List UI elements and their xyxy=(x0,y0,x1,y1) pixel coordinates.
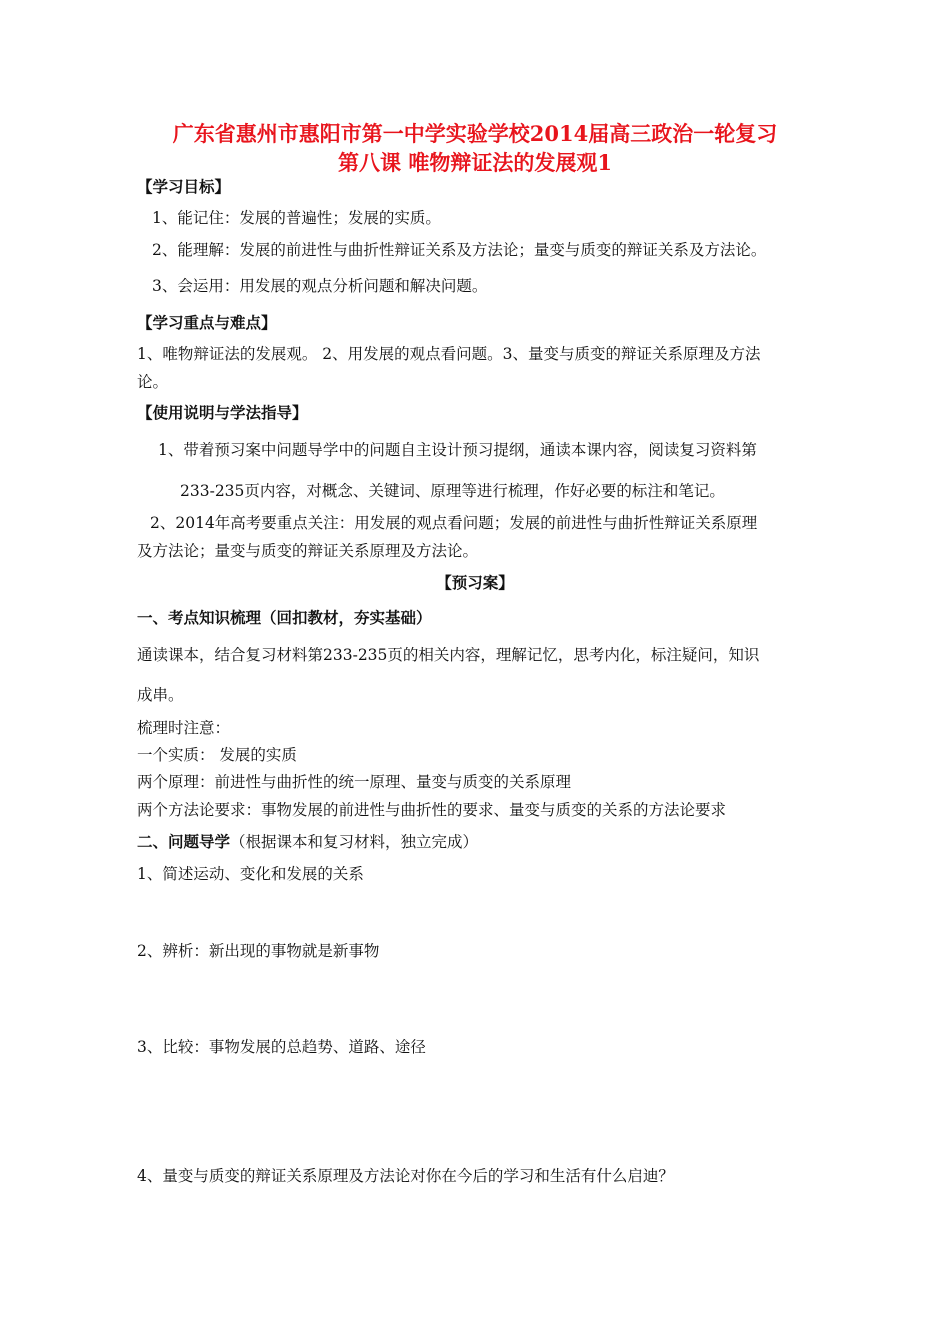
question-item: 3、比较：事物发展的总趋势、道路、途径 xyxy=(137,1038,426,1056)
guide-heading: 【使用说明与学法指导】 xyxy=(137,403,308,422)
note-heading: 梳理时注意： xyxy=(137,719,231,737)
note-item: 两个方法论要求：事物发展的前进性与曲折性的要求、量变与质变的关系的方法论要求 xyxy=(137,801,727,819)
key-points-heading: 【学习重点与难点】 xyxy=(137,313,277,332)
section1-text: 通读课本，结合复习材料第233-235页的相关内容，理解记忆，思考内化，标注疑问，知识 xyxy=(137,646,760,664)
section2-heading-bold: 二、问题导学 xyxy=(137,832,231,851)
guide-item: 2、2014年高考要重点关注：用发展的观点看问题；发展的前进性与曲折性辩证关系原理 xyxy=(150,514,758,532)
objective-item: 1、能记住：发展的普遍性；发展的实质。 xyxy=(152,209,441,227)
note-item: 一个实质： 发展的实质 xyxy=(137,746,297,764)
objectives-heading: 【学习目标】 xyxy=(137,177,231,196)
section1-text: 成串。 xyxy=(137,686,184,704)
note-item: 两个原理：前进性与曲折性的统一原理、量变与质变的关系原理 xyxy=(137,773,572,791)
key-points-text: 1、唯物辩证法的发展观。 2、用发展的观点看问题。3、量变与质变的辩证关系原理及方法 xyxy=(137,345,761,363)
objective-item: 3、会运用：用发展的观点分析问题和解决问题。 xyxy=(152,277,488,295)
section2-heading xyxy=(137,832,478,852)
key-points-text: 论。 xyxy=(137,373,169,391)
guide-item: 1、带着预习案中问题导学中的问题自主设计预习提纲，通读本课内容，阅读复习资料第 xyxy=(158,441,757,459)
preview-heading: 【预习案】 xyxy=(436,573,514,592)
objective-item: 2、能理解：发展的前进性与曲折性辩证关系及方法论；量变与质变的辩证关系及方法论。 xyxy=(152,241,767,259)
guide-item: 233-235页内容，对概念、关键词、原理等进行梳理，作好必要的标注和笔记。 xyxy=(180,482,725,500)
section2-heading-note: （根据课本和复习材料，独立完成） xyxy=(230,833,479,851)
document-title-line1: 广东省惠州市惠阳市第一中学实验学校2014届高三政治一轮复习 xyxy=(172,121,778,146)
section1-heading: 一、考点知识梳理（回扣教材，夯实基础） xyxy=(137,608,432,627)
document-title-line2: 第八课 唯物辩证法的发展观1 xyxy=(338,150,612,175)
question-item: 2、辨析：新出现的事物就是新事物 xyxy=(137,942,380,960)
question-item: 1、简述运动、变化和发展的关系 xyxy=(137,865,364,883)
question-item: 4、量变与质变的辩证关系原理及方法论对你在今后的学习和生活有什么启迪？ xyxy=(137,1167,674,1185)
guide-item: 及方法论；量变与质变的辩证关系原理及方法论。 xyxy=(137,542,479,560)
